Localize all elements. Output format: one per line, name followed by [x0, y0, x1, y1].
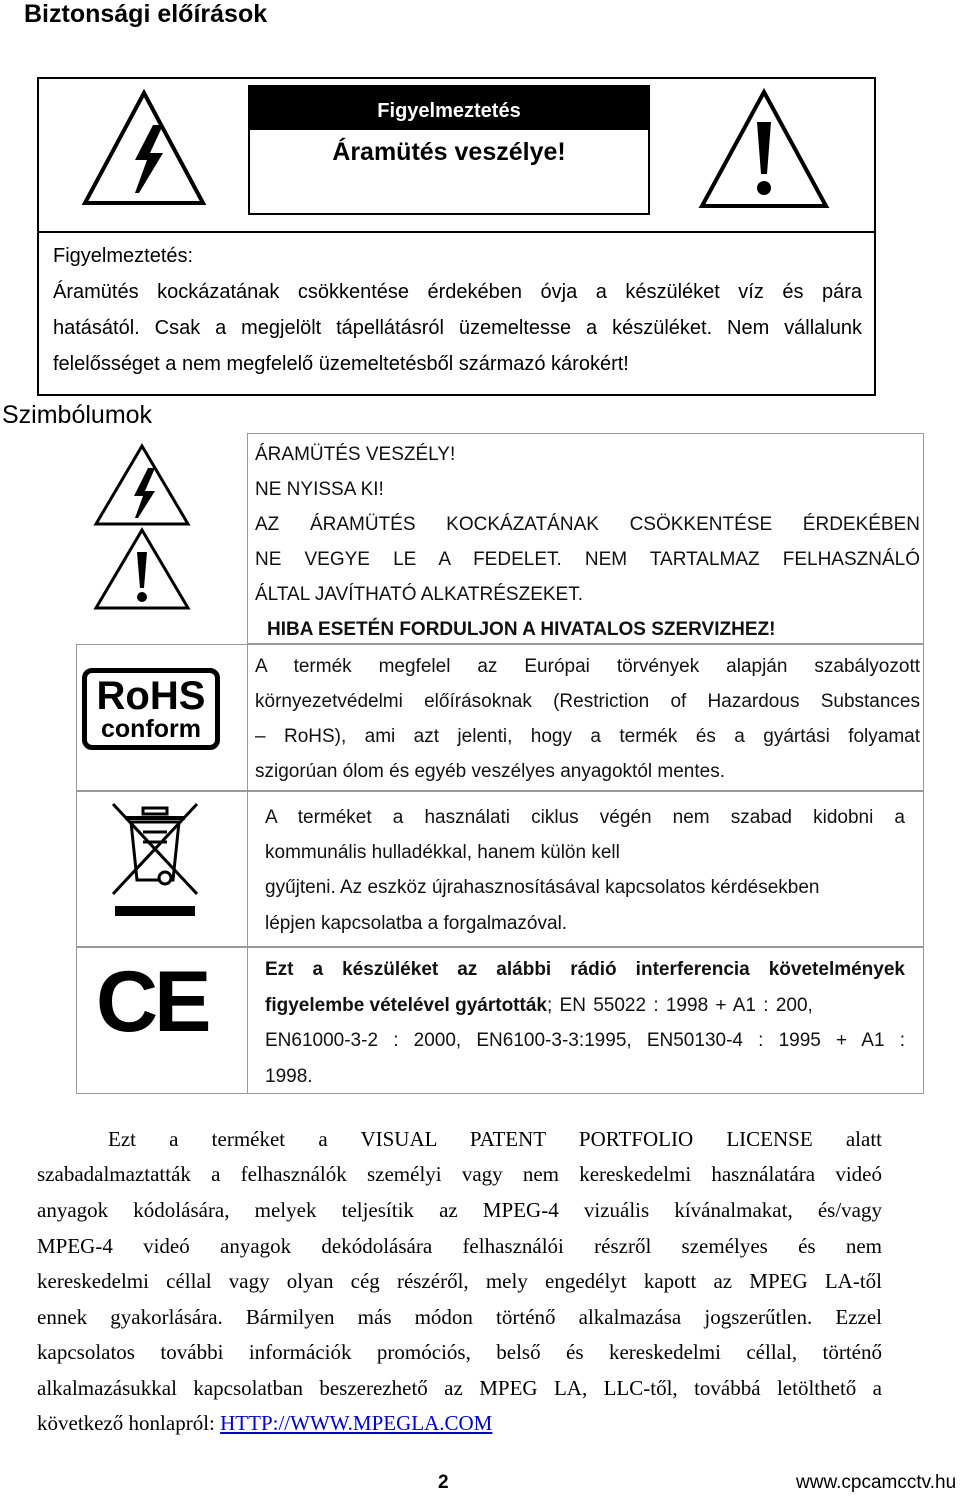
- symbol-text-line: 1998.: [265, 1066, 313, 1087]
- license-text-line: kereskedelmi céllal vagy olyan cég részéről, mely engedélyt kapott az MPEG LA-től: [37, 1269, 882, 1293]
- lightning-warning-icon: [92, 442, 192, 528]
- symbols-title: Szimbólumok: [2, 401, 153, 429]
- license-text-line: [37, 1406, 882, 1442]
- exclamation-warning-icon: [92, 526, 192, 612]
- footer-website: www.cpcamcctv.hu: [796, 1472, 957, 1493]
- symbol-text-line: AZ ÁRAMÜTÉS KOCKÁZATÁNAK CSÖKKENTÉSE ÉRDEKÉBEN: [255, 514, 920, 535]
- page-number: 2: [438, 1472, 449, 1493]
- symbol-text-line: EN61000-3-2 : 2000, EN6100-3-3:1995, EN50130-4 : 1995 + A1 :: [265, 1030, 905, 1051]
- symbol-text-line: NE NYISSA KI!: [255, 479, 384, 500]
- license-last-line-prefix: következő honlapról:: [37, 1411, 221, 1435]
- banner-subtitle: Áramütés veszélye!: [332, 138, 566, 166]
- warning-text-line: felelősséget a nem megfelelő üzemeltetésből származó károkért!: [53, 353, 629, 375]
- symbol-text-line: gyűjteni. Az eszköz újrahasznosításával kapcsolatos kérdésekben: [265, 877, 820, 898]
- symbol-text-rest: ; EN 55022 : 1998 + A1 : 200,: [546, 995, 813, 1016]
- crossed-bin-icon: [107, 800, 203, 920]
- license-text-line: kapcsolatos további információk promóciós, belső és kereskedelmi céllal, történő: [37, 1340, 882, 1364]
- banner-label: Figyelmeztetés: [248, 85, 650, 130]
- rohs-logo-text: RoHS: [96, 674, 206, 718]
- warning-text-line: hatásától. Csak a megjelölt tápellátásról üzemeltesse a készüléket. Nem vállalunk: [53, 317, 862, 339]
- symbol-text-line: A termék megfelel az Európai törvények alapján szabályozott: [255, 656, 920, 677]
- license-text-line: szabadalmaztatták a felhasználók személyi vagy nem kereskedelmi használatára videó: [37, 1162, 882, 1186]
- license-text-line: MPEG-4 videó anyagok dekódolására felhasználói részről személyes és nem: [37, 1234, 882, 1258]
- page-title: Biztonsági előírások: [24, 0, 268, 28]
- symbol-text-line: [265, 988, 905, 1023]
- warning-text-line: Áramütés kockázatának csökkentése érdekében óvja a készüléket víz és pára: [53, 281, 862, 303]
- license-text-line: alkalmazásukkal kapcsolatban beszerezhető az MPEG LA, LLC-től, továbbá letölthető a: [37, 1376, 882, 1400]
- license-text-line: ennek gyakorlására. Bármilyen más módon történő alkalmazása jogszerűtlen. Ezzel: [37, 1305, 882, 1329]
- symbol-text-line: szigorúan ólom és egyéb veszélyes anyagoktól mentes.: [255, 761, 725, 782]
- license-text-line: Ezt a terméket a VISUAL PATENT PORTFOLIO LICENSE alatt: [108, 1127, 882, 1151]
- symbol-text-line: környezetvédelmi előírásoknak (Restriction of Hazardous Substances: [255, 691, 920, 712]
- symbol-text-line: ÁRAMÜTÉS VESZÉLY!: [255, 444, 456, 465]
- symbol-text-line: ÁLTAL JAVÍTHATÓ ALKATRÉSZEKET.: [255, 584, 584, 605]
- service-notice: HIBA ESETÉN FORDULJON A HIVATALOS SZERVIZHEZ!: [267, 619, 776, 640]
- symbol-text-line: A terméket a használati ciklus végén nem szabad kidobni a: [265, 807, 905, 828]
- symbol-text-line: kommunális hulladékkal, hanem külön kell: [265, 842, 620, 863]
- mpegla-link[interactable]: HTTP://WWW.MPEGLA.COM: [220, 1411, 493, 1435]
- ce-mark-icon: CE: [96, 954, 208, 1050]
- symbol-text-bold: figyelembe vételével gyártották: [265, 995, 547, 1016]
- symbol-text-line: lépjen kapcsolatba a forgalmazóval.: [265, 913, 568, 934]
- symbol-text-line: NE VEGYE LE A FEDELET. NEM TARTALMAZ FELHASZNÁLÓ: [255, 549, 920, 570]
- rohs-logo: [82, 668, 220, 750]
- exclamation-warning-icon: [696, 84, 832, 216]
- warning-divider: [37, 231, 876, 233]
- warning-heading: Figyelmeztetés:: [53, 245, 194, 267]
- symbol-text-line: Ezt a készüléket az alábbi rádió interferencia követelmények: [265, 959, 905, 980]
- license-text-line: anyagok kódolására, melyek teljesítik az MPEG-4 vizuális kívánalmakat, és/vagy: [37, 1198, 882, 1222]
- lightning-warning-icon: [79, 85, 209, 215]
- symbol-text-line: – RoHS), ami azt jelenti, hogy a termék és a gyártási folyamat: [255, 726, 920, 747]
- rohs-logo-subtext: conform: [101, 715, 201, 743]
- symbols-column-divider: [247, 644, 248, 1094]
